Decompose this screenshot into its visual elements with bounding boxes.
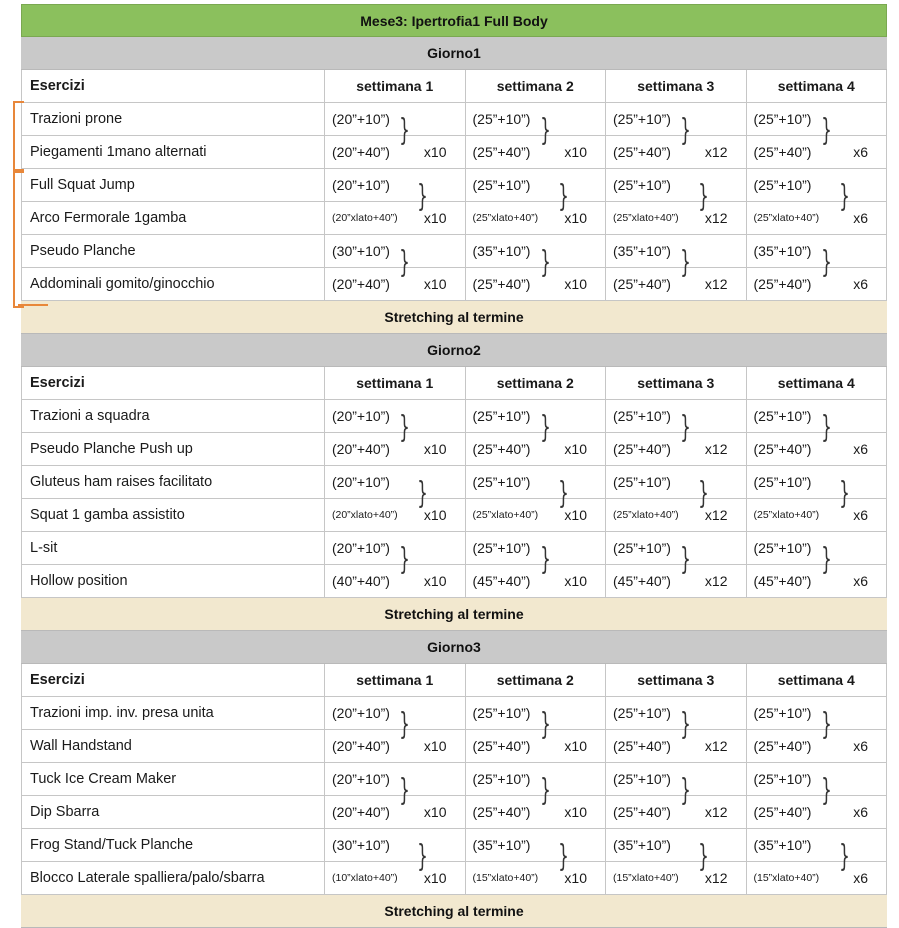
interval-value: (20”xlato+40”) <box>332 212 398 224</box>
interval-value: (25”+40”) <box>613 276 671 292</box>
brace-icon: } <box>399 707 410 742</box>
week-cell <box>466 400 607 432</box>
exercise-name: Pseudo Planche Push up <box>21 433 325 465</box>
brace-icon: } <box>539 542 551 577</box>
set-multiplier: x10 <box>564 210 587 226</box>
header-week-1: settimana 1 <box>325 367 466 399</box>
brace-icon: } <box>838 839 850 874</box>
set-multiplier: x6 <box>853 738 868 754</box>
header-row <box>21 70 887 103</box>
interval-value: (25”xlato+40”) <box>613 509 679 521</box>
brace-icon: } <box>820 410 832 445</box>
interval-value: (25”xlato+40”) <box>613 212 679 224</box>
exercise-name: Addominali gomito/ginocchio <box>21 268 325 300</box>
interval-value: (25”+10”) <box>613 177 671 193</box>
interval-value: (25”+40”) <box>472 276 531 292</box>
interval-value: (20”+40”) <box>332 276 390 292</box>
brace-icon: } <box>557 476 569 511</box>
week-cell <box>466 697 607 729</box>
day-title: Giorno3 <box>21 631 887 664</box>
orange-bracket-2 <box>13 169 24 308</box>
set-multiplier: x10 <box>423 144 447 160</box>
brace-icon: } <box>399 245 410 280</box>
week-cell <box>325 466 466 498</box>
brace-icon: } <box>680 410 691 445</box>
exercise-name: Tuck Ice Cream Maker <box>21 763 325 795</box>
stretching-note: Stretching al termine <box>21 301 887 334</box>
brace-icon: } <box>820 773 832 808</box>
exercise-name: Trazioni imp. inv. presa unita <box>21 697 325 729</box>
week-cell <box>747 169 888 201</box>
interval-value: (20”+10”) <box>332 705 390 721</box>
interval-value: (25”+40”) <box>753 441 812 457</box>
week-cell <box>606 169 747 201</box>
week-cell <box>325 829 466 861</box>
table-row <box>21 763 887 796</box>
interval-value: (15”xlato+40”) <box>472 872 539 884</box>
week-cell <box>325 103 466 135</box>
week-cell <box>747 532 888 564</box>
table-row <box>21 169 887 202</box>
exercise-name: Hollow position <box>21 565 325 597</box>
brace-icon: } <box>417 476 428 511</box>
interval-value: (25”xlato+40”) <box>753 509 820 521</box>
table-row <box>21 829 887 862</box>
brace-icon: } <box>417 839 428 874</box>
orange-tick <box>18 304 48 306</box>
interval-value: (45”+40”) <box>613 573 671 589</box>
interval-value: (25”+40”) <box>613 804 671 820</box>
brace-icon: } <box>539 113 551 148</box>
week-cell <box>325 763 466 795</box>
brace-icon: } <box>399 773 410 808</box>
interval-value: (25”+10”) <box>472 771 531 787</box>
week-cell <box>325 532 466 564</box>
interval-value: (25”+10”) <box>753 111 812 127</box>
interval-value: (25”+40”) <box>472 738 531 754</box>
week-cell <box>747 235 888 267</box>
interval-value: (20”+40”) <box>332 441 390 457</box>
set-multiplier: x6 <box>853 276 868 292</box>
set-multiplier: x6 <box>853 144 868 160</box>
brace-icon: } <box>820 707 832 742</box>
week-cell <box>466 169 607 201</box>
week-cell <box>747 466 888 498</box>
day-title: Giorno2 <box>21 334 887 367</box>
table-row <box>21 400 887 433</box>
header-week-4: settimana 4 <box>747 70 888 102</box>
week-cell <box>325 697 466 729</box>
exercise-name: Arco Fermorale 1gamba <box>21 202 325 234</box>
exercise-name: Full Squat Jump <box>21 169 325 201</box>
table-row <box>21 466 887 499</box>
week-cell <box>325 235 466 267</box>
week-cell <box>606 763 747 795</box>
brace-icon: } <box>399 113 410 148</box>
exercise-name: Piegamenti 1mano alternati <box>21 136 325 168</box>
week-cell <box>466 235 607 267</box>
brace-icon: } <box>680 707 691 742</box>
brace-icon: } <box>399 542 410 577</box>
interval-value: (25”+40”) <box>472 804 531 820</box>
header-week-1: settimana 1 <box>325 70 466 102</box>
week-cell <box>606 466 747 498</box>
week-cell <box>606 697 747 729</box>
week-cell <box>325 169 466 201</box>
day-title: Giorno1 <box>21 37 887 70</box>
set-multiplier: x10 <box>564 804 587 820</box>
set-multiplier: x10 <box>564 870 587 886</box>
interval-value: (25”+10”) <box>472 540 531 556</box>
interval-value: (25”+10”) <box>613 705 671 721</box>
interval-value: (45”+40”) <box>753 573 812 589</box>
interval-value: (35”+10”) <box>472 243 531 259</box>
brace-icon: } <box>539 245 551 280</box>
set-multiplier: x12 <box>704 276 728 292</box>
interval-value: (35”+10”) <box>613 837 671 853</box>
interval-value: (25”+40”) <box>753 738 812 754</box>
days-container <box>21 37 887 928</box>
set-multiplier: x10 <box>423 276 447 292</box>
set-multiplier: x12 <box>704 738 728 754</box>
header-week-4: settimana 4 <box>747 367 888 399</box>
interval-value: (20”+10”) <box>332 408 390 424</box>
week-cell <box>747 697 888 729</box>
brace-icon: } <box>557 839 569 874</box>
interval-value: (25”+40”) <box>753 276 812 292</box>
exercise-name: Trazioni a squadra <box>21 400 325 432</box>
interval-value: (25”+40”) <box>472 144 531 160</box>
week-cell <box>466 466 607 498</box>
set-multiplier: x12 <box>704 441 728 457</box>
exercise-name: Dip Sbarra <box>21 796 325 828</box>
interval-value: (40”+40”) <box>332 573 390 589</box>
exercise-name: Pseudo Planche <box>21 235 325 267</box>
interval-value: (20”+10”) <box>332 540 390 556</box>
week-cell <box>606 532 747 564</box>
exercise-name: Wall Handstand <box>21 730 325 762</box>
brace-icon: } <box>680 542 691 577</box>
exercise-name: Blocco Laterale spalliera/palo/sbarra <box>21 862 325 894</box>
header-exercises: Esercizi <box>21 664 325 696</box>
set-multiplier: x12 <box>704 144 728 160</box>
header-exercises: Esercizi <box>21 367 325 399</box>
set-multiplier: x12 <box>704 573 728 589</box>
week-cell <box>747 763 888 795</box>
header-week-3: settimana 3 <box>606 367 747 399</box>
exercise-name: Squat 1 gamba assistito <box>21 499 325 531</box>
week-cell <box>606 235 747 267</box>
stretching-note: Stretching al termine <box>21 895 887 928</box>
brace-icon: } <box>838 476 850 511</box>
interval-value: (25”xlato+40”) <box>753 212 820 224</box>
interval-value: (20”+10”) <box>332 771 390 787</box>
interval-value: (25”+10”) <box>753 177 812 193</box>
set-multiplier: x10 <box>423 738 447 754</box>
header-row <box>21 664 887 697</box>
header-week-1: settimana 1 <box>325 664 466 696</box>
interval-value: (25”+10”) <box>613 474 671 490</box>
week-cell <box>747 829 888 861</box>
interval-value: (10”xlato+40”) <box>332 872 398 884</box>
set-multiplier: x10 <box>423 573 447 589</box>
interval-value: (15”xlato+40”) <box>613 872 679 884</box>
interval-value: (25”+10”) <box>613 771 671 787</box>
header-week-4: settimana 4 <box>747 664 888 696</box>
header-week-3: settimana 3 <box>606 664 747 696</box>
set-multiplier: x12 <box>704 210 728 226</box>
set-multiplier: x12 <box>704 507 728 523</box>
brace-icon: } <box>680 245 691 280</box>
interval-value: (25”+40”) <box>472 441 531 457</box>
interval-value: (25”xlato+40”) <box>472 212 539 224</box>
interval-value: (45”+40”) <box>472 573 531 589</box>
header-row <box>21 367 887 400</box>
exercise-name: Frog Stand/Tuck Planche <box>21 829 325 861</box>
interval-value: (30”+10”) <box>332 837 390 853</box>
brace-icon: } <box>698 476 709 511</box>
week-cell <box>466 763 607 795</box>
set-multiplier: x10 <box>423 210 447 226</box>
interval-value: (25”+10”) <box>472 408 531 424</box>
brace-icon: } <box>820 542 832 577</box>
brace-icon: } <box>539 707 551 742</box>
interval-value: (25”+10”) <box>472 111 531 127</box>
set-multiplier: x12 <box>704 870 728 886</box>
interval-value: (35”+10”) <box>472 837 531 853</box>
week-cell <box>466 103 607 135</box>
interval-value: (25”xlato+40”) <box>472 509 539 521</box>
interval-value: (20”+10”) <box>332 474 390 490</box>
brace-icon: } <box>820 113 832 148</box>
exercise-name: L-sit <box>21 532 325 564</box>
header-week-2: settimana 2 <box>466 70 607 102</box>
set-multiplier: x10 <box>564 738 587 754</box>
brace-icon: } <box>539 773 551 808</box>
set-multiplier: x6 <box>853 573 868 589</box>
set-multiplier: x10 <box>564 573 587 589</box>
header-exercises: Esercizi <box>21 70 325 102</box>
table-row <box>21 235 887 268</box>
interval-value: (25”+40”) <box>753 804 812 820</box>
brace-icon: } <box>838 179 850 214</box>
brace-icon: } <box>539 410 551 445</box>
interval-value: (15”xlato+40”) <box>753 872 820 884</box>
interval-value: (25”+10”) <box>753 474 812 490</box>
brace-icon: } <box>698 179 709 214</box>
stretching-note: Stretching al termine <box>21 598 887 631</box>
week-cell <box>606 829 747 861</box>
week-cell <box>747 400 888 432</box>
interval-value: (25”+10”) <box>753 408 812 424</box>
week-cell <box>466 532 607 564</box>
brace-icon: } <box>417 179 428 214</box>
set-multiplier: x6 <box>853 804 868 820</box>
header-week-2: settimana 2 <box>466 664 607 696</box>
header-week-2: settimana 2 <box>466 367 607 399</box>
exercise-name: Trazioni prone <box>21 103 325 135</box>
brace-icon: } <box>820 245 832 280</box>
set-multiplier: x10 <box>564 507 587 523</box>
week-cell <box>466 829 607 861</box>
interval-value: (25”+40”) <box>613 738 671 754</box>
set-multiplier: x6 <box>853 870 868 886</box>
interval-value: (25”+10”) <box>613 408 671 424</box>
interval-value: (25”+40”) <box>753 144 812 160</box>
week-cell <box>747 103 888 135</box>
interval-value: (20”+10”) <box>332 111 390 127</box>
workout-table <box>21 4 887 928</box>
set-multiplier: x10 <box>564 144 587 160</box>
interval-value: (25”+10”) <box>753 540 812 556</box>
interval-value: (35”+10”) <box>753 243 812 259</box>
interval-value: (25”+10”) <box>472 177 531 193</box>
interval-value: (35”+10”) <box>613 243 671 259</box>
set-multiplier: x10 <box>564 441 587 457</box>
table-row <box>21 532 887 565</box>
set-multiplier: x6 <box>853 210 868 226</box>
set-multiplier: x10 <box>564 276 587 292</box>
interval-value: (30”+10”) <box>332 243 390 259</box>
interval-value: (25”+10”) <box>472 705 531 721</box>
interval-value: (20”xlato+40”) <box>332 509 398 521</box>
week-cell <box>606 103 747 135</box>
brace-icon: } <box>698 839 709 874</box>
interval-value: (25”+40”) <box>613 144 671 160</box>
table-row <box>21 103 887 136</box>
set-multiplier: x10 <box>423 870 447 886</box>
set-multiplier: x6 <box>853 507 868 523</box>
brace-icon: } <box>680 113 691 148</box>
brace-icon: } <box>680 773 691 808</box>
set-multiplier: x10 <box>423 507 447 523</box>
brace-icon: } <box>399 410 410 445</box>
set-multiplier: x6 <box>853 441 868 457</box>
orange-bracket-1 <box>13 101 24 173</box>
table-title: Mese3: Ipertrofia1 Full Body <box>21 4 887 37</box>
exercise-name: Gluteus ham raises facilitato <box>21 466 325 498</box>
week-cell <box>325 400 466 432</box>
interval-value: (35”+10”) <box>753 837 812 853</box>
interval-value: (25”+10”) <box>753 705 812 721</box>
set-multiplier: x10 <box>423 804 447 820</box>
interval-value: (20”+40”) <box>332 738 390 754</box>
interval-value: (20”+40”) <box>332 804 390 820</box>
set-multiplier: x12 <box>704 804 728 820</box>
set-multiplier: x10 <box>423 441 447 457</box>
interval-value: (25”+10”) <box>753 771 812 787</box>
week-cell <box>606 400 747 432</box>
interval-value: (20”+40”) <box>332 144 390 160</box>
interval-value: (25”+10”) <box>613 540 671 556</box>
interval-value: (25”+10”) <box>613 111 671 127</box>
interval-value: (25”+10”) <box>472 474 531 490</box>
brace-icon: } <box>557 179 569 214</box>
table-row <box>21 697 887 730</box>
header-week-3: settimana 3 <box>606 70 747 102</box>
interval-value: (25”+40”) <box>613 441 671 457</box>
interval-value: (20”+10”) <box>332 177 390 193</box>
